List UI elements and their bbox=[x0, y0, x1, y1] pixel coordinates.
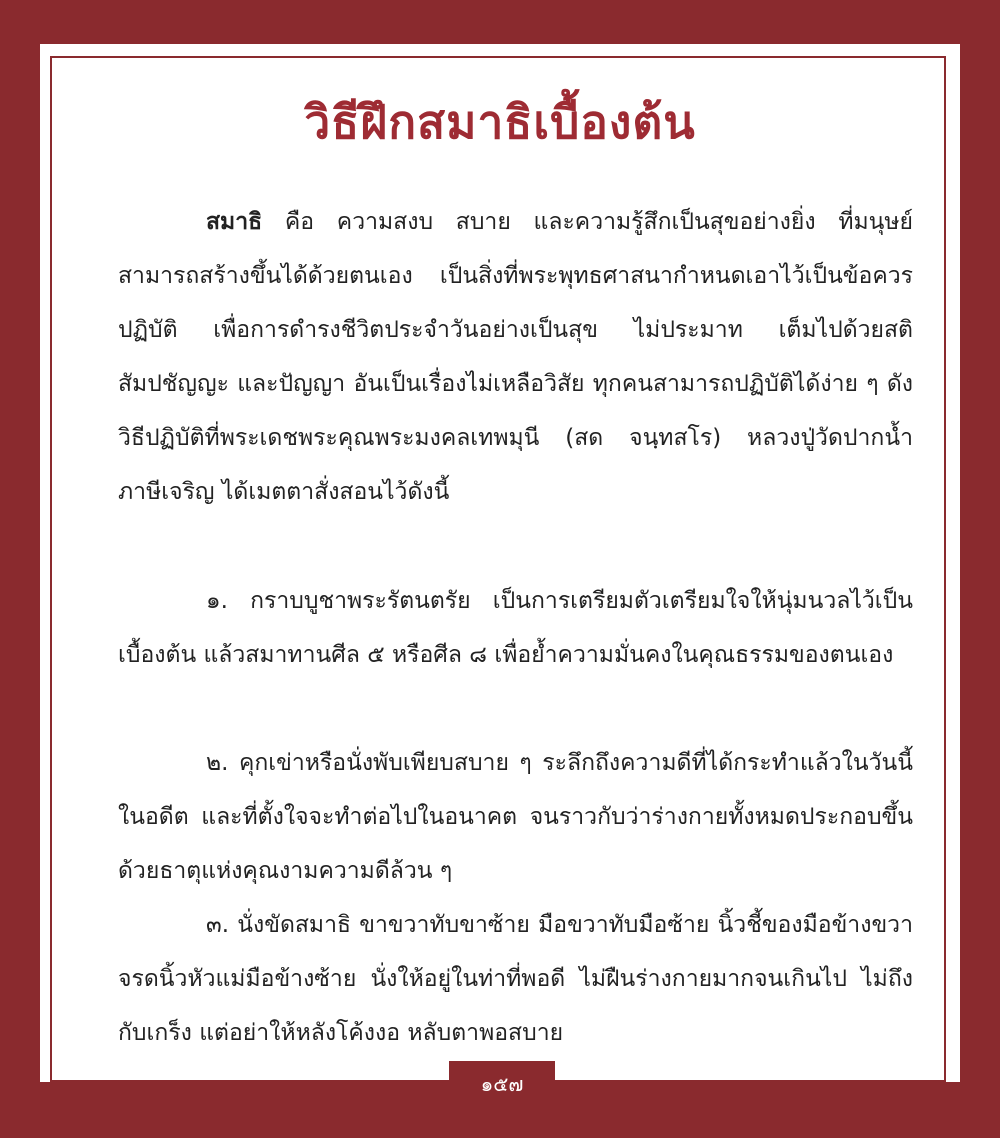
step-1-text: ๑. กราบบูชาพระรัตนตรัย เป็นการเตรียมตัวเตรียมใจให้นุ่มนวลไว้เป็นเบื้องต้น แล้วสมาทานศีล ๕ หรือศีล ๘ เพื่อย้ำความมั่นคงในคุณธรรมของตนเอง bbox=[118, 588, 913, 668]
intro-body: คือ ความสงบ สบาย และความรู้สึกเป็นสุขอย่างยิ่ง ที่มนุษย์สามารถสร้างขึ้นได้ด้วยตนเอง เป็นสิ่งที่พระพุทธศาสนากำหนดเอาไว้เป็นข้อควรปฏิบัติ เพื่อการดำรงชีวิตประจำวันอย่างเป็นสุข ไม่ประมาท เต็มไปด้วยสติ สัมปชัญญะ และปัญญา อันเป็นเรื่องไม่เหลือวิสัย ทุกคนสามารถปฏิบัติได้ง่าย ๆ ดังวิธีปฏิบัติที่พระเดชพระคุณพระมงคลเทพมุนี (สด จนฺทสโร) หลวงปู่วัดปากน้ำ ภาษีเจริญ ได้เมตตาสั่งสอนไว้ดังนี้ bbox=[118, 209, 913, 505]
page-number: ๑๕๗ bbox=[480, 1072, 524, 1096]
step-3-text: ๓. นั่งขัดสมาธิ ขาขวาทับขาซ้าย มือขวาทับมือซ้าย นิ้วชี้ของมือข้างขวาจรดนิ้วหัวแม่มือข้างซ้าย นั่งให้อยู่ในท่าที่พอดี ไม่ฝืนร่างกายมากจนเกินไป ไม่ถึงกับเกร็ง แต่อย่าให้หลังโค้งงอ หลับตาพอสบาย bbox=[118, 912, 913, 1046]
step-2-text: ๒. คุกเข่าหรือนั่งพับเพียบสบาย ๆ ระลึกถึงความดีที่ได้กระทำแล้วในวันนี้ ในอดีต และที่ตั้งใจจะทำต่อไปในอนาคต จนราวกับว่าร่างกายทั้งหมดประกอบขึ้นด้วยธาตุแห่งคุณงามความดีล้วน ๆ bbox=[118, 750, 913, 884]
intro-term: สมาธิ bbox=[206, 209, 263, 235]
step-2-paragraph bbox=[118, 736, 913, 898]
page-title: วิธีฝึกสมาธิเบื้องต้น bbox=[304, 95, 696, 149]
step-3-paragraph bbox=[118, 898, 913, 1060]
intro-paragraph bbox=[118, 195, 913, 519]
step-1-paragraph bbox=[118, 574, 913, 682]
